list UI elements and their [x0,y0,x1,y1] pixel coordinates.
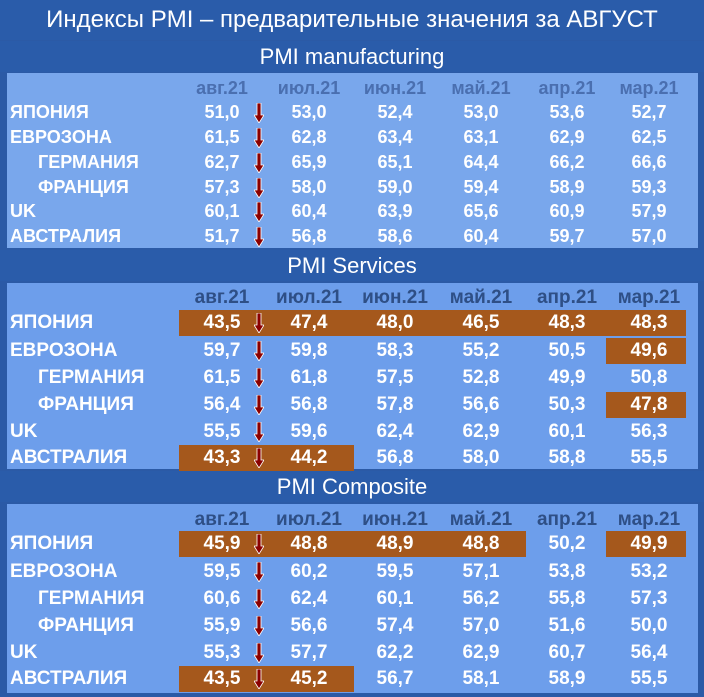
table-cell: 61,5 [203,367,241,388]
table-cell: 60,6 [203,588,241,609]
table-cell: 48,9 [376,533,414,554]
table-cell: 65,9 [291,152,327,172]
down-arrow-icon [254,422,264,442]
table-cell: 57,3 [204,177,240,197]
table-cell: 53,6 [549,102,585,122]
down-arrow-icon [254,589,264,609]
table-cell: 56,6 [290,615,328,636]
table-cell: 50,0 [630,615,668,636]
table-cell: 58,9 [548,668,586,689]
table-cell: 53,0 [463,102,499,122]
down-arrow-icon [254,562,264,582]
row-label: UK [10,421,38,442]
down-arrow-icon [254,128,264,148]
table-cell: 56,7 [376,668,414,689]
table-cell: 59,5 [203,561,241,582]
row-label: АВСТРАЛИЯ [10,668,128,689]
down-arrow-icon [254,153,264,173]
table-cell: 49,9 [630,533,668,554]
table-cell: 48,0 [376,312,414,333]
table-cell: 56,8 [290,394,328,415]
table-cell: 66,6 [631,152,667,172]
table-cell: 56,4 [630,642,668,663]
column-header: авг.21 [194,509,250,530]
table-cell: 55,9 [203,615,241,636]
table-cell: 60,9 [549,201,585,221]
table-cell: 63,1 [463,127,499,147]
table-cell: 61,5 [204,127,240,147]
row-label: ЯПОНИЯ [10,102,89,122]
table-cell: 56,8 [291,226,327,246]
column-header: июл.21 [276,287,342,308]
table-cell: 59,5 [376,561,414,582]
column-header: авг.21 [194,287,250,308]
table-cell: 48,8 [462,533,500,554]
down-arrow-icon [254,669,264,689]
table-cell: 53,2 [630,561,668,582]
table-cell: 52,7 [631,102,667,122]
table-cell: 57,5 [376,367,414,388]
row-label: АВСТРАЛИЯ [10,447,128,468]
row-label: ЯПОНИЯ [10,533,94,554]
column-header: апр.21 [536,509,598,530]
table-cell: 59,7 [203,340,241,361]
table-cell: 59,7 [549,226,585,246]
table-cell: 55,3 [203,642,241,663]
table-cell: 56,2 [462,588,500,609]
table-cell: 59,3 [631,177,667,197]
column-header: апр.21 [536,287,598,308]
down-arrow-icon [254,103,264,123]
row-label: UK [10,201,36,221]
column-header: июн.21 [362,287,428,308]
table-cell: 43,5 [203,668,241,689]
table-cell: 55,5 [630,447,668,468]
table-cell: 50,8 [630,367,668,388]
column-header: июл.21 [276,509,342,530]
row-label: UK [10,642,38,663]
table-cell: 63,4 [377,127,413,147]
table-cell: 58,9 [549,177,585,197]
section-title-manufacturing: PMI manufacturing [0,41,704,72]
table-cell: 63,9 [377,201,413,221]
down-arrow-icon [254,395,264,415]
down-arrow-icon [254,341,264,361]
table-cell: 56,4 [203,394,241,415]
table-cell: 57,1 [462,561,500,582]
table-cell: 57,9 [631,201,667,221]
row-label: ЕВРОЗОНА [10,561,118,582]
table-cell: 55,5 [630,668,668,689]
row-label: ЯПОНИЯ [10,312,94,333]
table-cell: 48,8 [290,533,328,554]
section-title-services: PMI Services [0,250,704,281]
row-label: ГЕРМАНИЯ [38,152,139,172]
table-cell: 52,8 [462,367,500,388]
row-label: ГЕРМАНИЯ [38,367,145,388]
table-cell: 57,3 [630,588,668,609]
table-cell: 50,3 [548,394,586,415]
table-cell: 52,4 [377,102,413,122]
column-header: мар.21 [617,509,681,530]
row-label: ФРАНЦИЯ [38,177,129,197]
table-cell: 56,8 [376,447,414,468]
table-cell: 55,5 [203,421,241,442]
table-cell: 50,5 [548,340,586,361]
column-header: авг.21 [196,78,248,98]
table-cell: 46,5 [462,312,500,333]
table-cell: 59,0 [377,177,413,197]
table-cell: 60,4 [463,226,499,246]
table-cell: 57,8 [376,394,414,415]
table-cell: 58,1 [462,668,500,689]
table-cell: 45,2 [290,668,328,689]
table-cell: 62,5 [631,127,667,147]
table-cell: 60,2 [290,561,328,582]
table-cell: 48,3 [548,312,586,333]
table-cell: 59,4 [463,177,499,197]
main-title: Индексы PMI – предварительные значения за АВГУСТ [0,0,704,40]
row-label: ЕВРОЗОНА [10,340,118,361]
table-cell: 60,1 [204,201,240,221]
row-label: ГЕРМАНИЯ [38,588,145,609]
column-header: май.21 [449,509,513,530]
table-cell: 65,1 [377,152,413,172]
table-cell: 55,2 [462,340,500,361]
row-label: ФРАНЦИЯ [38,615,134,636]
table-manufacturing [7,73,698,248]
table-cell: 45,9 [203,533,241,554]
table-cell: 62,9 [462,421,500,442]
table-cell: 60,4 [291,201,327,221]
table-cell: 47,4 [290,312,328,333]
table-cell: 58,8 [548,447,586,468]
down-arrow-icon [254,227,264,247]
table-cell: 59,8 [290,340,328,361]
table-cell: 51,6 [548,615,586,636]
table-cell: 60,1 [548,421,586,442]
table-cell: 48,3 [630,312,668,333]
table-cell: 65,6 [463,201,499,221]
table-cell: 62,2 [376,642,414,663]
down-arrow-icon [254,178,264,198]
row-label: ЕВРОЗОНА [10,127,112,147]
table-cell: 58,0 [462,447,500,468]
table-cell: 59,6 [290,421,328,442]
down-arrow-icon [254,313,264,333]
table-cell: 56,3 [630,421,668,442]
column-header: июл.21 [277,78,341,98]
column-header: мар.21 [619,78,679,98]
down-arrow-icon [254,534,264,554]
table-cell: 61,8 [290,367,328,388]
table-cell: 62,8 [291,127,327,147]
down-arrow-icon [254,643,264,663]
table-cell: 64,4 [463,152,499,172]
table-cell: 57,4 [376,615,414,636]
table-cell: 57,0 [631,226,667,246]
table-cell: 50,2 [548,533,586,554]
table-cell: 49,6 [630,340,668,361]
table-cell: 55,8 [548,588,586,609]
table-cell: 58,3 [376,340,414,361]
section-title-composite: PMI Composite [0,471,704,502]
table-cell: 51,0 [204,102,240,122]
down-arrow-icon [254,448,264,468]
table-cell: 60,7 [548,642,586,663]
table-composite [7,504,698,693]
down-arrow-icon [254,202,264,222]
column-header: май.21 [449,287,513,308]
column-header: мар.21 [617,287,681,308]
table-cell: 62,9 [549,127,585,147]
column-header: июн.21 [363,78,427,98]
table-cell: 62,4 [376,421,414,442]
table-cell: 53,0 [291,102,327,122]
row-label: ФРАНЦИЯ [38,394,134,415]
column-header: апр.21 [538,78,596,98]
down-arrow-icon [254,616,264,636]
table-services [7,283,698,469]
row-label: АВСТРАЛИЯ [10,226,122,246]
column-header: май.21 [451,78,511,98]
table-cell: 60,1 [376,588,414,609]
table-cell: 57,0 [462,615,500,636]
table-cell: 58,0 [291,177,327,197]
table-cell: 43,5 [203,312,241,333]
column-header: июн.21 [362,509,428,530]
table-cell: 43,3 [203,447,241,468]
table-cell: 62,4 [290,588,328,609]
down-arrow-icon [254,368,264,388]
table-cell: 57,7 [290,642,328,663]
table-cell: 53,8 [548,561,586,582]
table-cell: 44,2 [290,447,328,468]
table-cell: 47,8 [630,394,668,415]
table-cell: 66,2 [549,152,585,172]
table-cell: 51,7 [204,226,240,246]
table-cell: 56,6 [462,394,500,415]
table-cell: 49,9 [548,367,586,388]
table-cell: 62,7 [204,152,240,172]
table-cell: 58,6 [377,226,413,246]
table-cell: 62,9 [462,642,500,663]
